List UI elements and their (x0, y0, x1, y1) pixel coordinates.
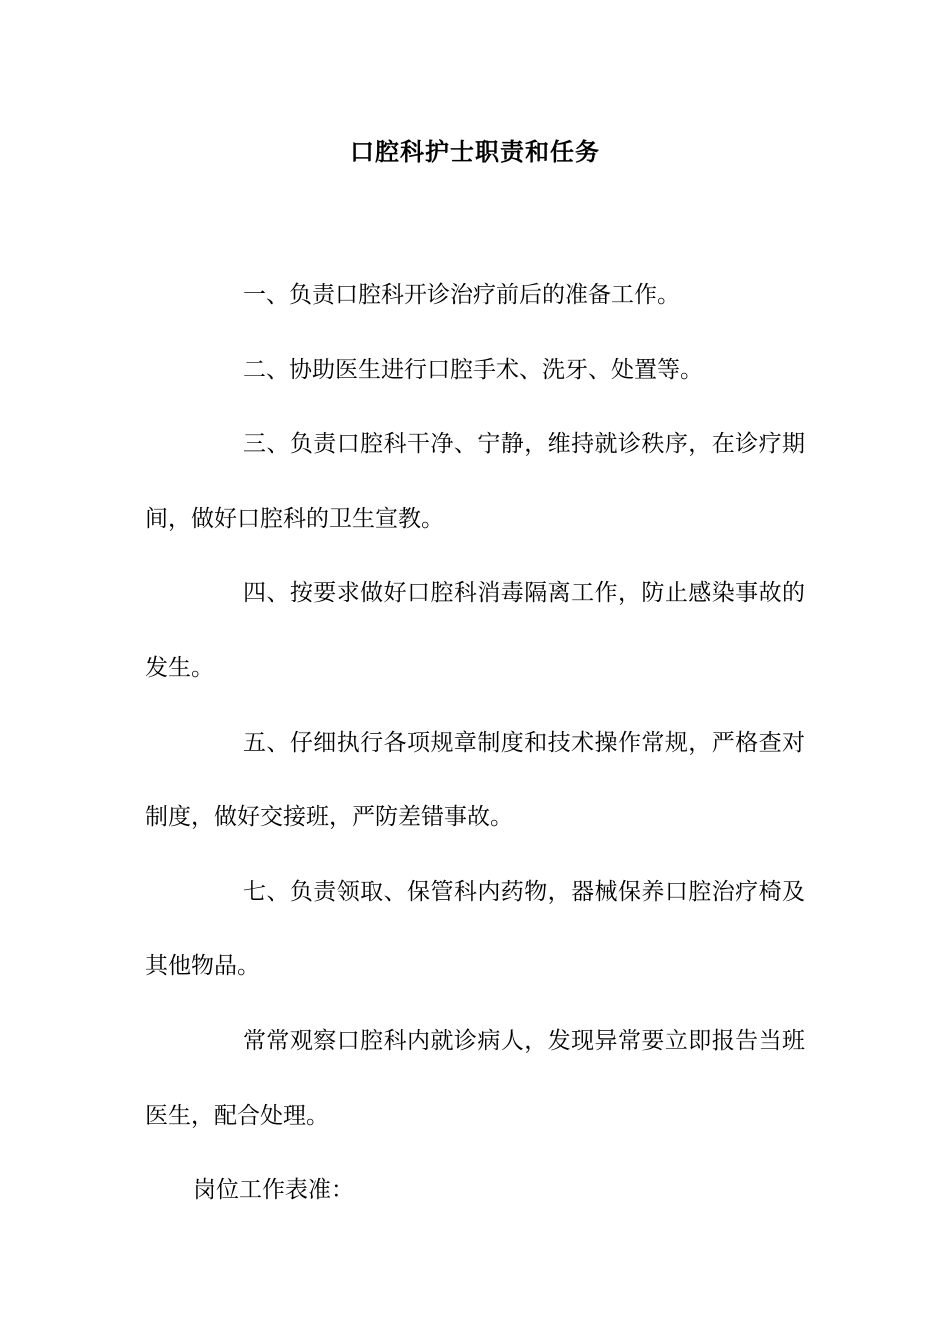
paragraph-2: 二、协助医生进行口腔手术、洗牙、处置等。 (243, 356, 703, 383)
paragraph-6: 七、负责领取、保管科内药物，器械保养口腔治疗椅及其他物品。 (145, 878, 805, 980)
paragraph-8: 岗位工作表准： (193, 1177, 354, 1204)
paragraph-5: 五、仔细执行各项规章制度和技术操作常规，严格查对制度，做好交接班，严防差错事故。 (145, 729, 805, 831)
paragraph-1: 一、负责口腔科开诊治疗前后的准备工作。 (243, 282, 680, 308)
paragraph-3: 三、负责口腔科干净、宁静，维持就诊秩序，在诊疗期间，做好口腔科的卫生宣教。 (145, 431, 805, 532)
paragraph-4: 四、按要求做好口腔科消毒隔离工作，防止感染事故的发生。 (145, 580, 805, 681)
paragraph-7: 常常观察口腔科内就诊病人，发现异常要立即报告当班医生，配合处理。 (145, 1027, 805, 1129)
document-body (145, 258, 805, 1228)
document-title: 口腔科护士职责和任务 (350, 137, 600, 166)
